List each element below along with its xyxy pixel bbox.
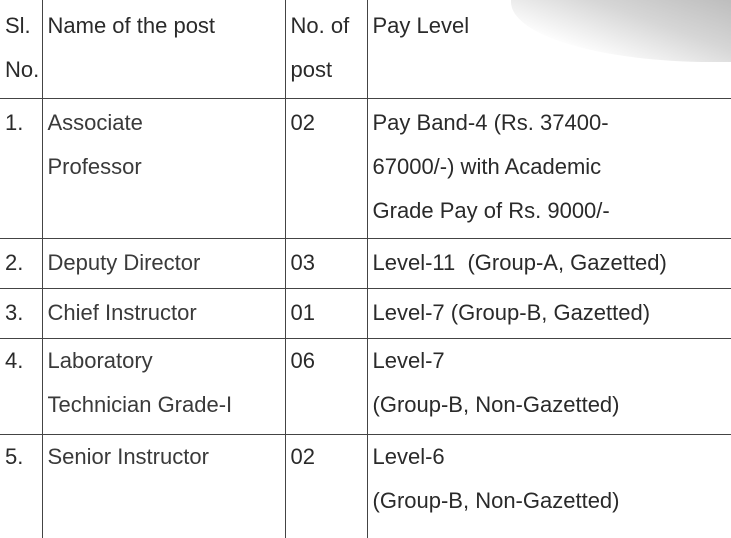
row-post-count: 06 [285,338,367,434]
row-sl: 3. [0,288,42,338]
row-pay-level [367,98,731,238]
row-post-count: 02 [285,98,367,238]
pay-level-line: (Group-B, Non-Gazetted) [372,487,620,513]
post-name-line: Technician Grade-I [47,391,233,417]
row-pay-level [367,238,731,288]
row-sl: 4. [0,338,42,434]
pay-level-line: Level-6 [372,443,445,469]
pay-level-line: 67000/-) with Academic [372,153,602,179]
row-post-count: 03 [285,238,367,288]
pay-level-line: Level-7 [372,347,445,373]
row-post-count: 02 [285,434,367,538]
header-no-of-post [285,0,367,98]
post-name-line: Laboratory [47,347,153,373]
header-sl-line1: Sl. [5,13,31,38]
pay-level-line: Level-11 (Group-A, Gazetted) [372,249,667,275]
header-pay-text: Pay Level [372,13,470,38]
header-pay-level [367,0,731,98]
post-name-line: Associate [47,109,143,135]
post-name-line: Deputy Director [47,249,201,275]
table-row [0,288,731,338]
header-sl-no [0,0,42,98]
row-pay-level [367,288,731,338]
row-pay-level [367,338,731,434]
table-row [0,238,731,288]
row-post-name [42,288,285,338]
row-post-name [42,238,285,288]
post-name-line: Chief Instructor [47,299,197,325]
pay-level-line: (Group-B, Non-Gazetted) [372,391,620,417]
table-header-row [0,0,731,98]
row-sl: 5. [0,434,42,538]
post-name-line: Professor [47,153,142,179]
table-row [0,434,731,538]
header-no-line2: post [290,57,333,82]
row-post-name [42,98,285,238]
pay-level-line: Pay Band-4 (Rs. 37400- [372,109,609,135]
row-post-name [42,434,285,538]
row-post-count: 01 [285,288,367,338]
table-row [0,338,731,434]
row-sl: 2. [0,238,42,288]
pay-level-line: Level-7 (Group-B, Gazetted) [372,299,651,325]
pay-level-line: Grade Pay of Rs. 9000/- [372,197,610,223]
header-name-text: Name of the post [47,13,216,38]
header-name-of-post [42,0,285,98]
row-sl: 1. [0,98,42,238]
header-sl-line2: No. [5,57,40,82]
header-no-line1: No. of [290,13,350,38]
post-name-line: Senior Instructor [47,443,209,469]
row-pay-level [367,434,731,538]
table-row [0,98,731,238]
row-post-name [42,338,285,434]
